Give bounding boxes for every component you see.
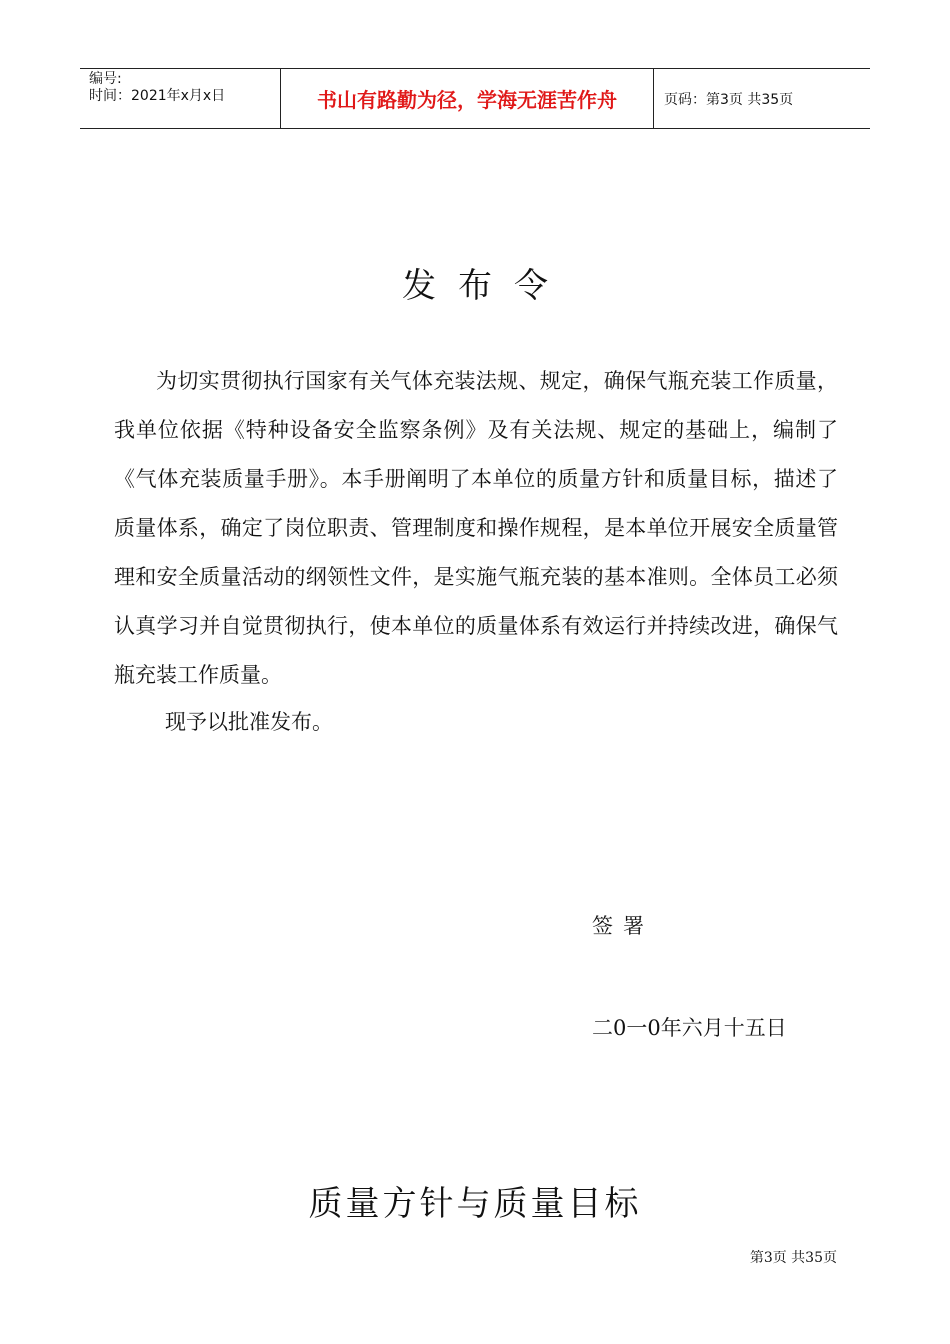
document-time: 时间：2021年x月x日 — [89, 88, 226, 104]
footer-page-info: 第3页 共35页 — [749, 1250, 837, 1266]
header-motto: 书山有路勤为径，学海无涯苦作舟 — [281, 69, 654, 128]
header-meta — [80, 69, 281, 128]
document-number-label: 编号: — [89, 71, 122, 87]
signature-date: 二0一0年六月十五日 — [592, 1016, 787, 1040]
header-page-info: 页码：第3页 共35页 — [664, 91, 794, 108]
signature-label: 签署 — [592, 914, 654, 938]
document-title: 发布令 — [402, 266, 570, 306]
page-header — [80, 68, 870, 129]
approval-statement: 现予以批准发布。 — [165, 710, 333, 734]
next-section-title: 质量方针与质量目标 — [308, 1184, 642, 1224]
document-body: 为切实贯彻执行国家有关气体充装法规、规定，确保气瓶充装工作质量，我单位依据《特种设备安全监察条例》及有关法规、规定的基础上，编制了《气体充装质量手册》。本手册阐明了本单位的质量方针和质量目标，描述了质量体系，确定了岗位职责、管理制度和操作规程，是本单位开展安全质量管理和安全质量活动的纲领性文件，是实施气瓶充装的基本准则。全体员工必须认真学习并自觉贯彻执行，使本单位的质量体系有效运行并持续改进，确保气瓶充装工作质量。 — [114, 369, 838, 687]
